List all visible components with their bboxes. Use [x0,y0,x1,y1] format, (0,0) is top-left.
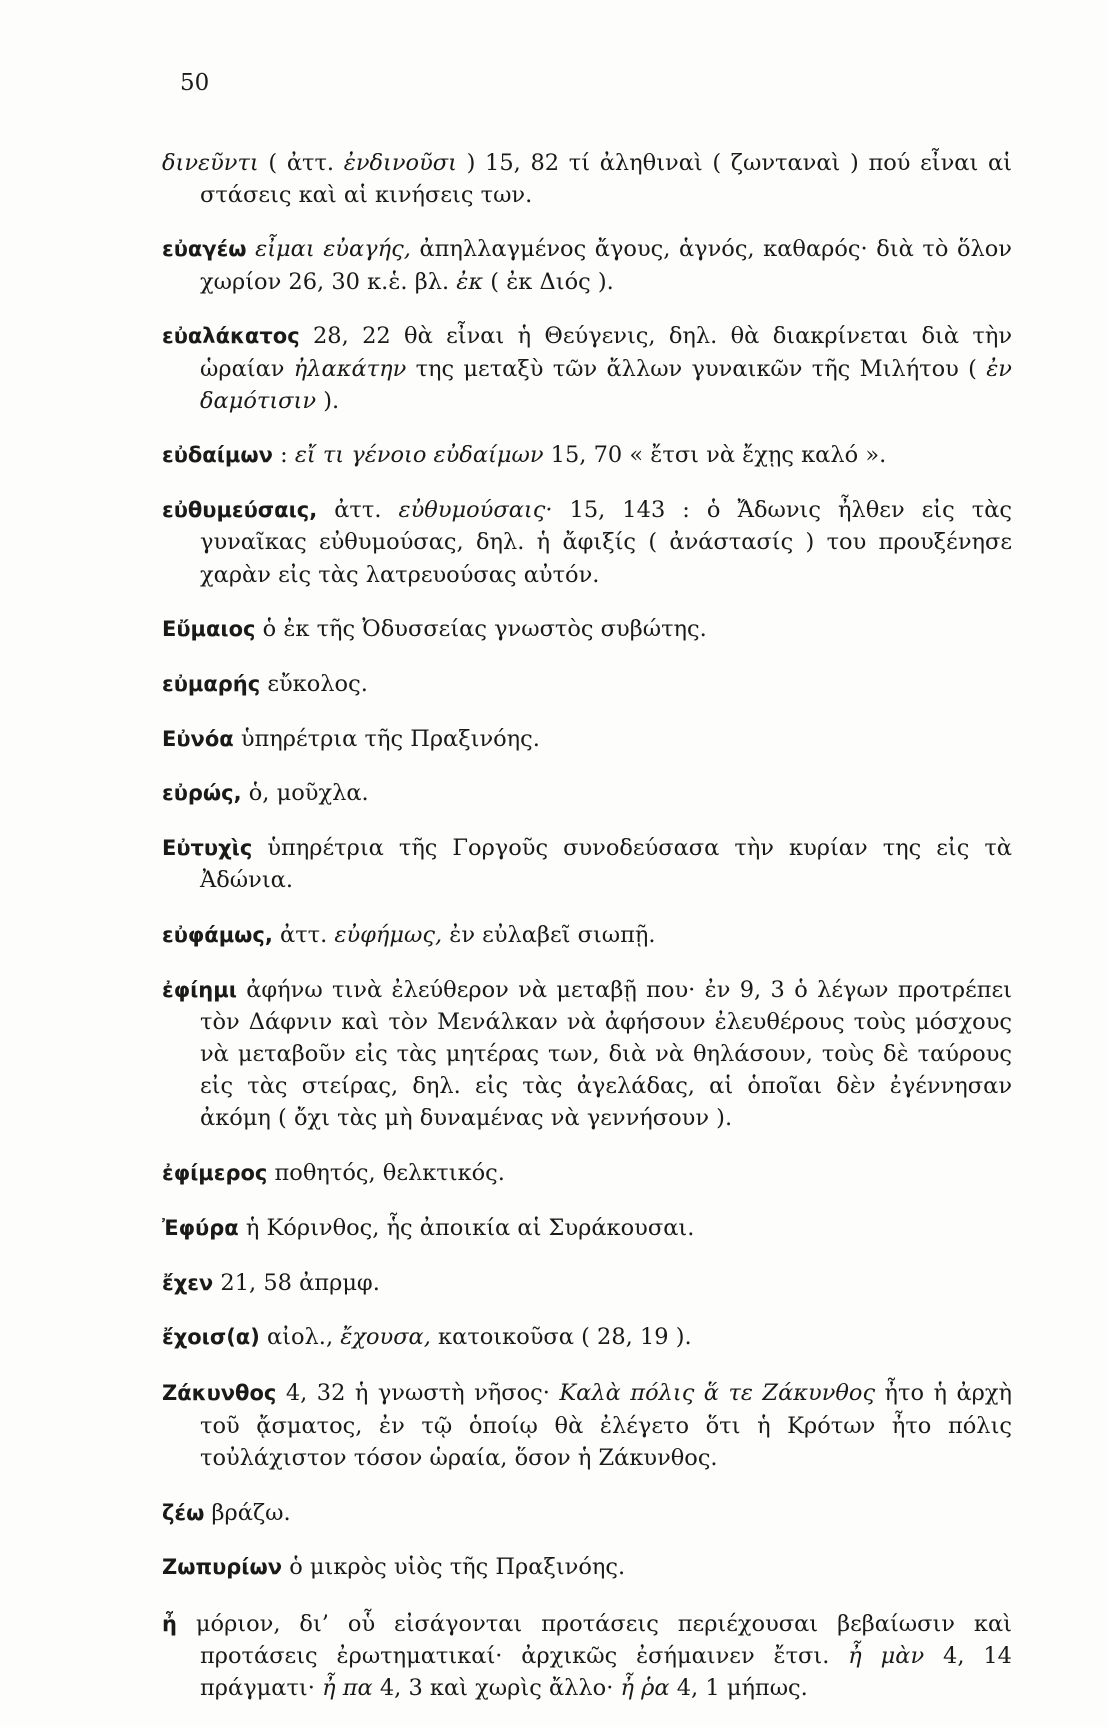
glossary-entry [162,1497,1012,1529]
entry-text: ἐκ [456,268,484,295]
entry-text: εὐφήμως, [334,921,443,948]
entry-headword: ἦ [162,1611,177,1636]
entry-headword: εὐρώς, [162,781,242,806]
glossary-entry [162,919,1012,951]
glossary-entry [162,1321,1012,1353]
entry-text: Καλὰ πόλις ἅ τε Ζάκυνθος [559,1380,876,1407]
entry-text: ). [316,387,340,414]
entry-headword: ζέω [162,1500,205,1525]
entry-text: 15, 70 « ἔτσι νὰ ἔχῃς καλό ». [543,442,887,469]
glossary-entry [162,1377,1012,1474]
entry-text: 4, 3 καὶ χωρὶς ἄλλο· [372,1674,621,1701]
entry-text: εἶμαι εὐαγής, [255,236,411,263]
entry-headword: Εὐνόα [162,726,234,751]
glossary-entry [162,320,1012,417]
entry-headword: ἔχοισ(α) [162,1325,260,1350]
entry-headword: εὐαγέω [162,237,247,262]
entry-headword: εὐφάμως, [162,922,273,947]
entry-headword: Εὐτυχὶς [162,836,253,861]
entry-text: 21, 58 ἀπρμφ. [213,1269,380,1296]
entry-text: ὁ ἐκ τῆς Ὀδυσσείας γνωστὸς συβώτης. [255,616,707,643]
entry-text: ( ἀττ. [258,149,344,176]
entry-text: ἀφήνω τινὰ ἐλεύθερον νὰ μεταβῇ που· ἐν 9, 3 ὁ λέγων προτρέπει τὸν Δάφνιν καὶ τὸν Μενάλκαν νὰ ἀφήσουν ἐλευθέρους τοὺς μόσχους νὰ μεταβοῦν εἰς τὰς μητέρας των, διὰ νὰ θηλάσουν, τοὺς δὲ ταύρους εἰς τὰς στείρας, δηλ. εἰς τὰς ἀγελάδας, αἱ ὁποῖαι δὲν ἐγέννησαν ἀκόμη ( ὄχι τὰς μὴ δυναμένας νὰ γεννήσουν ). [200,976,1012,1132]
entry-text: ( ἐκ Διός ). [483,268,614,295]
entry-text: ἔχουσα, [340,1324,431,1351]
glossary-entry [162,668,1012,700]
page-number: 50 [180,70,210,96]
entry-text: 28, 22 θὰ εἶναι ἡ Θεύγενις, δηλ. θὰ διακρίνεται διὰ τὴν ὡραίαν [200,323,1012,382]
entry-text: ἀττ. [317,497,399,524]
entry-text: 4, 14 πράγματι· [200,1642,1012,1701]
entry-headword: ἔχεν [162,1270,214,1295]
glossary-entry [162,439,1012,471]
entry-text: ὑπηρέτρια τῆς Γοργοῦς συνοδεύσασα τὴν κυρίαν της εἰς τὰ Ἀδώνια. [200,835,1012,894]
entry-text: ἐνδινοῦσι [343,149,457,176]
glossary-entry [162,1608,1012,1705]
glossary-entry [162,494,1012,591]
entry-text: ἦ μὰν [848,1642,925,1669]
entry-text: ἦ ῥα [620,1674,670,1701]
entry-text: ἦτο ἡ ἀρχὴ τοῦ ᾄσματος, ἐν τῷ ὁποίῳ θὰ ἐλέγετο ὅτι ἡ Κρότων ἦτο πόλις τοὐλάχιστον τόσον ὡραία, ὅσον ἡ Ζάκυνθος. [200,1380,1012,1471]
entry-text: εὔκολος. [260,670,368,697]
entry-headword: Ζωπυρίων [162,1555,283,1580]
entry-headword: ἐφίμερος [162,1161,268,1186]
entry-text [247,236,256,262]
glossary-entry [162,613,1012,645]
entry-headword: ἐφίημι [162,977,237,1002]
entry-text: ἦ πα [322,1674,373,1701]
entry-headword: εὐδαίμων [162,443,273,468]
entry-headword: εὐμαρής [162,671,261,696]
entry-headword: Εὔμαιος [162,617,256,642]
entry-text: ἠλακάτην [293,355,407,382]
entry-text: : [272,442,295,469]
entry-headword: εὐθυμεύσαις, [162,498,318,523]
entry-headword: Ζάκυνθος [162,1381,277,1406]
glossary-entry [162,1267,1012,1299]
glossary-entry [162,147,1012,211]
entry-text: 4, 32 ἡ γνωστὴ νῆσος· [276,1380,560,1407]
entry-text: 15, 143 : ὁ Ἄδωνις ἦλθεν εἰς τὰς γυναῖκας εὐθυμούσας, δηλ. ἡ ἄφιξίς ( ἀνάστασίς ) του προυξένησε χαρὰν εἰς τὰς λατρευούσας αὐτόν. [200,497,1013,588]
entry-text: ποθητός, θελκτικός. [267,1160,505,1187]
glossary-entry [162,1157,1012,1189]
entry-text: ) 15, 82 τί ἀληθιναὶ ( ζωνταναὶ ) πού εἶναι αἱ στάσεις καὶ αἱ κινήσεις των. [200,149,1012,208]
glossary-entry [162,777,1012,809]
entry-headword: Ἐφύρα [162,1215,239,1240]
entry-text: μόριον, δι’ οὗ εἰσάγονται προτάσεις περιέχουσαι βεβαίωσιν καὶ προτάσεις ἐρωτηματικαί· ἀρχικῶς ἐσήμαινεν ἔτσι. [176,1610,1012,1669]
glossary-entry [162,1551,1012,1583]
entry-text: ἐν δαμότισιν [200,355,1012,414]
entry-text: ὑπηρέτρια τῆς Πραξινόης. [233,725,540,752]
entry-text: ὁ μικρὸς υἱὸς τῆς Πραξινόης. [282,1554,626,1581]
entry-text: ἐν εὐλαβεῖ σιωπῇ. [442,921,656,948]
glossary-entry [162,1212,1012,1244]
glossary-entry [162,832,1012,896]
entry-text: εὐθυμούσαις· [398,497,553,524]
entry-text: ἀττ. [272,921,335,948]
entry-text: της μεταξὺ τῶν ἄλλων γυναικῶν τῆς Μιλήτου ( [406,355,987,382]
glossary-entries [162,124,1012,1727]
entry-text: δινεῦντι [162,149,259,176]
entry-text: βράζω. [204,1499,291,1526]
glossary-entry [162,974,1012,1135]
entry-text: ὁ, μοῦχλα. [241,780,369,807]
entry-text: εἴ τι γένοιο εὐδαίμων [294,442,544,469]
entry-text: αἰολ., [259,1324,341,1351]
glossary-entry [162,233,1012,297]
entry-text: 4, 1 μήπως. [669,1674,808,1701]
entry-text: κατοικοῦσα ( 28, 19 ). [430,1324,692,1351]
entry-text: ἡ Κόρινθος, ἧς ἀποικία αἱ Συράκουσαι. [238,1214,695,1241]
entry-headword: εὐαλάκατος [162,324,300,349]
entry-text: ἀπηλλαγμένος ἄγους, ἁγνός, καθαρός· διὰ τὸ ὅλον χωρίον 26, 30 κ.ἑ. βλ. [200,236,1012,295]
glossary-entry [162,723,1012,755]
